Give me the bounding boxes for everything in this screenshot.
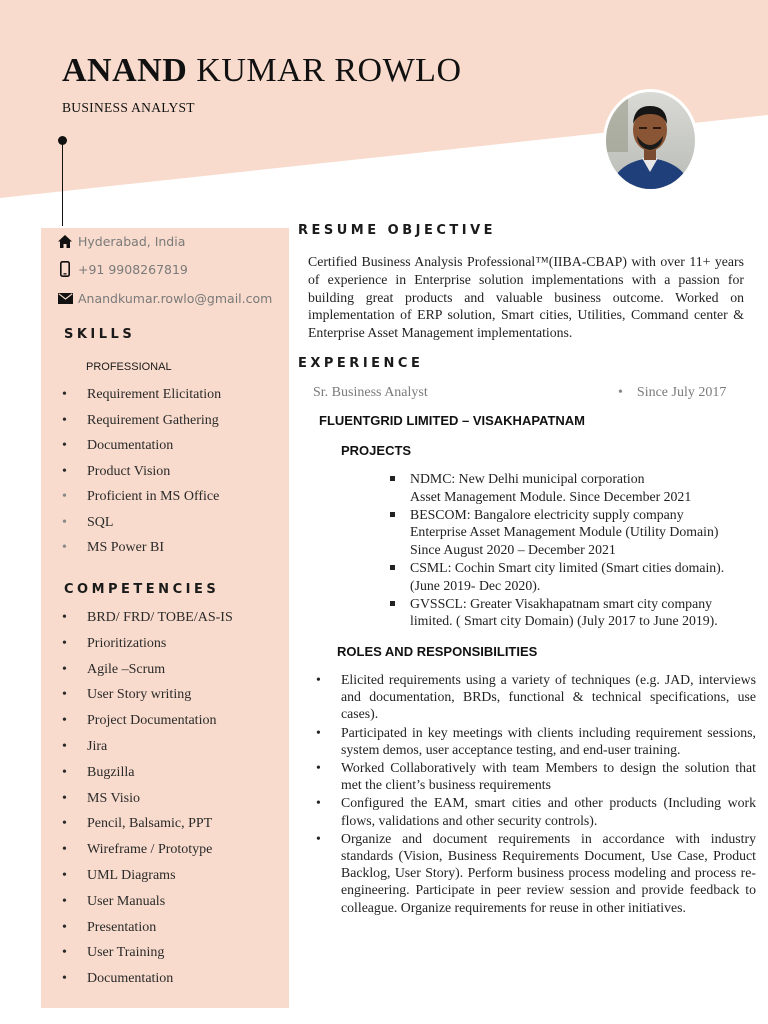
list-item: • Participated in key meetings with clients including requirement sessions, system demos, user acceptance testing, and end-user training. (316, 724, 756, 758)
timeline-line (62, 144, 63, 226)
list-item: • Jira (62, 739, 233, 765)
job-since: • Since July 2017 (618, 385, 726, 401)
location-text: Hyderabad, India (78, 233, 186, 249)
list-item: • Prioritizations (62, 636, 233, 662)
contact-email (56, 290, 272, 306)
project-line: BESCOM: Bangalore electricity supply company (410, 506, 684, 522)
first-name: ANAND (62, 52, 188, 89)
competencies-list (62, 610, 233, 997)
candidate-name (62, 52, 462, 90)
project-line: GVSSCL: Greater Visakhapatnam smart city company (410, 595, 712, 611)
company-name: FLUENTGRID LIMITED – VISAKHAPATNAM (319, 413, 586, 428)
list-item: • Documentation (62, 971, 233, 997)
last-name: KUMAR ROWLO (196, 52, 462, 89)
list-item: • User Story writing (62, 687, 233, 713)
skills-heading: SKILLS (64, 327, 136, 342)
contact-phone (56, 261, 188, 277)
project-line: CSML: Cochin Smart city limited (Smart cities domain). (410, 559, 725, 575)
list-item: • Configured the EAM, smart cities and other products (Including work flows, validations and other security controls). (316, 794, 756, 828)
list-item: • Proficient in MS Office (62, 489, 221, 515)
job-title: BUSINESS ANALYST (62, 100, 195, 115)
list-item: • Pencil, Balsamic, PPT (62, 816, 233, 842)
project-item (388, 595, 738, 631)
list-item: • SQL (62, 515, 221, 541)
profile-photo (606, 92, 695, 189)
list-item: • MS Visio (62, 791, 233, 817)
job-role: Sr. Business Analyst (313, 385, 428, 400)
roles-list (316, 671, 756, 917)
projects-heading: PROJECTS (341, 443, 412, 458)
project-line: Since August 2020 – December 2021 (410, 542, 616, 558)
list-item: • Presentation (62, 920, 233, 946)
experience-heading: EXPERIENCE (298, 356, 424, 371)
list-item: • Product Vision (62, 464, 221, 490)
list-item: • User Manuals (62, 894, 233, 920)
envelope-icon (56, 290, 74, 306)
list-item: • Documentation (62, 438, 221, 464)
list-item: • Requirement Gathering (62, 413, 221, 439)
objective-heading: RESUME OBJECTIVE (298, 223, 497, 238)
list-item: • Organize and document requirements in accordance with industry standards (Vision, Business Requirements Document, Use Case, Product Backlog, User Story). Perform business process modeling and process re-engineering. Participate in peer review session and provide feedback to colleague. Organize requirements for reuse in other initiatives. (316, 830, 756, 916)
projects-list (388, 470, 738, 630)
project-item (388, 506, 738, 559)
project-line: limited. ( Smart city Domain) (July 2017 to June 2019). (410, 613, 718, 629)
project-item (388, 559, 738, 595)
list-item: • Worked Collaboratively with team Members to design the solution that met the client’s business requirements (316, 759, 756, 793)
objective-text: Certified Business Analysis Professional™(IIBA-CBAP) with over 11+ years of experience in Enterprise solution implementations with a passion for building great products and valuable business outcome. Worked on implementation of ERP solution, Smart cities, Utilities, Command center & Enterprise Asset Management implementations. (308, 254, 744, 341)
list-item: • BRD/ FRD/ TOBE/AS-IS (62, 610, 233, 636)
mobile-phone-icon (56, 261, 74, 277)
project-line: NDMC: New Delhi municipal corporation (410, 471, 645, 486)
list-item: • MS Power BI (62, 540, 221, 566)
skills-subheading: PROFESSIONAL (86, 361, 172, 373)
list-item: • Wireframe / Prototype (62, 842, 233, 868)
list-item: • User Training (62, 945, 233, 971)
list-item: • Project Documentation (62, 713, 233, 739)
list-item: • Elicited requirements using a variety of techniques (e.g. JAD, interviews and documentation, BRDs, functional & technical specifications, use cases). (316, 671, 756, 723)
contact-location (56, 233, 185, 249)
project-line: Enterprise Asset Management Module (Utility Domain) (410, 524, 719, 540)
roles-heading: ROLES AND RESPONSIBILITIES (337, 644, 538, 659)
list-item: • Requirement Elicitation (62, 387, 221, 413)
project-line: Asset Management Module. Since December 2021 (410, 488, 692, 504)
email-link[interactable]: Anandkumar.rowlo@gmail.com (78, 290, 273, 306)
competencies-heading: COMPETENCIES (64, 582, 220, 597)
home-icon (56, 233, 74, 249)
project-line: (June 2019- Dec 2020). (410, 577, 541, 593)
skills-list (62, 387, 221, 566)
phone-text: +91 9908267819 (78, 261, 188, 277)
list-item: • Bugzilla (62, 765, 233, 791)
project-item (388, 470, 738, 506)
list-item: • Agile –Scrum (62, 662, 233, 688)
list-item: • UML Diagrams (62, 868, 233, 894)
